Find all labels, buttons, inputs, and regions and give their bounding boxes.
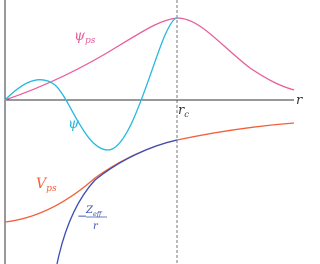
coulomb-denominator-text: r xyxy=(93,221,98,232)
rc-label: $r_c$ xyxy=(178,103,189,119)
rc-label-text: r xyxy=(178,103,185,118)
r-axis-label-text: r xyxy=(296,93,303,108)
vps-curve xyxy=(5,123,294,222)
coulomb-numerator: $Z_{eff}$ xyxy=(86,205,102,218)
coulomb-denominator xyxy=(93,221,99,232)
r-axis-label xyxy=(296,93,303,108)
coulomb-minus-text: − xyxy=(77,209,88,223)
vps-label: $V_{ps}$ xyxy=(36,176,57,194)
psi-label-text: ψ xyxy=(68,116,79,132)
psi-ps-label: $\psi_{ps}$ xyxy=(74,28,96,46)
psi-ps-curve xyxy=(5,18,294,100)
coulomb-curve xyxy=(57,140,177,264)
psi-label xyxy=(68,116,80,132)
psi-ps-label-text: ψ xyxy=(74,28,85,44)
coulomb-numerator-text: Z xyxy=(86,205,93,216)
vps-label-text: V xyxy=(36,176,47,192)
